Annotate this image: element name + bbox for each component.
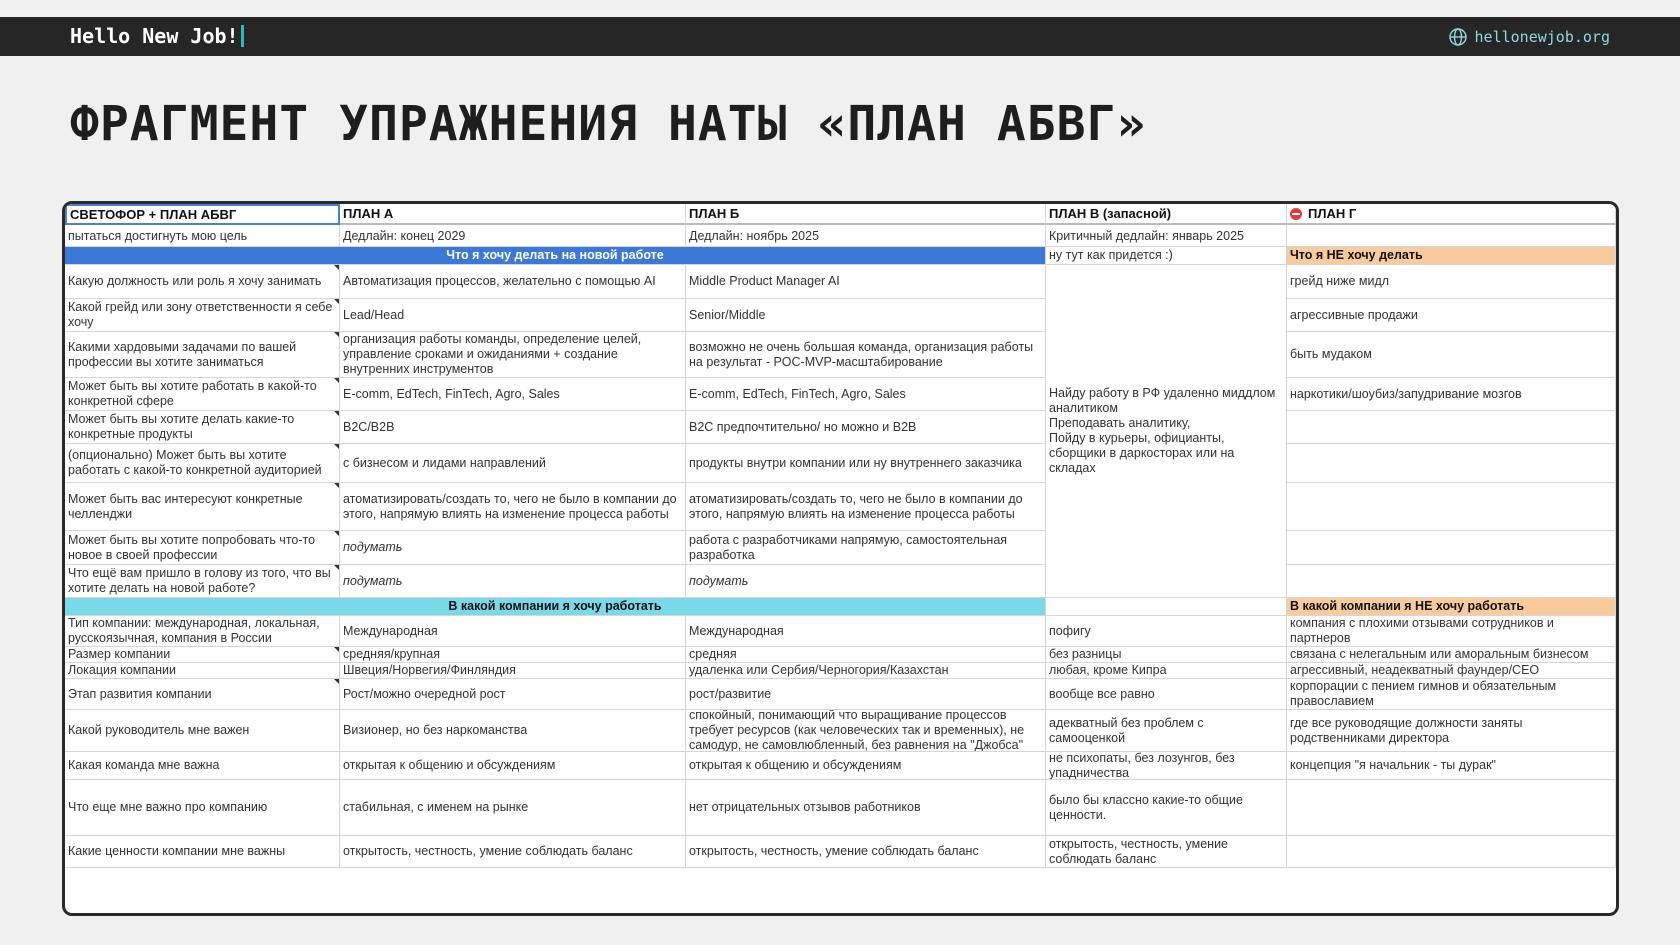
- page-title: ФРАГМЕНТ УПРАЖНЕНИЯ НАТЫ «ПЛАН АБВГ»: [70, 96, 1147, 152]
- plan-a-cell[interactable]: подумать: [340, 531, 686, 565]
- plan-b-cell[interactable]: атоматизировать/создать то, чего не было в компании до этого, напрямую влиять на изменение процесса работы: [686, 483, 1046, 531]
- section-plan-g[interactable]: Что я НЕ хочу делать: [1287, 247, 1616, 265]
- plan-b-cell[interactable]: Middle Product Manager AI: [686, 265, 1046, 299]
- deadline-cell[interactable]: Дедлайн: конец 2029: [340, 225, 686, 247]
- plan-a-cell[interactable]: подумать: [340, 565, 686, 598]
- plan-g-cell[interactable]: где все руководящие должности заняты родственниками директора: [1287, 710, 1616, 752]
- plan-v-cell[interactable]: адекватный без проблем с самооценкой: [1046, 710, 1287, 752]
- plan-a-cell[interactable]: B2C/B2B: [340, 411, 686, 444]
- brand-name: Hello New Job!: [70, 24, 239, 48]
- question-cell[interactable]: Какой грейд или зону ответственности я себе хочу: [65, 299, 340, 332]
- section-header[interactable]: Что я хочу делать на новой работе: [65, 247, 1046, 265]
- question-cell[interactable]: Какая команда мне важна: [65, 752, 340, 780]
- plan-a-cell[interactable]: Автоматизация процессов, желательно с помощью AI: [340, 265, 686, 299]
- site-url: hellonewjob.org: [1474, 27, 1610, 46]
- plan-v-cell[interactable]: не психопаты, без лозунгов, без упадничества: [1046, 752, 1287, 780]
- column-header[interactable]: ПЛАН Г: [1287, 204, 1616, 225]
- question-cell[interactable]: Размер компании: [65, 647, 340, 663]
- plan-b-cell[interactable]: подумать: [686, 565, 1046, 598]
- plan-b-cell[interactable]: средняя: [686, 647, 1046, 663]
- question-cell[interactable]: Тип компании: международная, локальная, русскоязычная, компания в России: [65, 616, 340, 647]
- cursor-mark: [241, 25, 244, 47]
- question-cell[interactable]: Может быть вас интересуют конкретные челленджи: [65, 483, 340, 531]
- deadline-cell[interactable]: Дедлайн: ноябрь 2025: [686, 225, 1046, 247]
- plan-g-cell[interactable]: [1287, 780, 1616, 836]
- question-cell[interactable]: (опционально) Может быть вы хотите работать с какой-то конкретной аудиторией: [65, 444, 340, 483]
- section-header[interactable]: В какой компании я хочу работать: [65, 598, 1046, 616]
- plan-g-cell[interactable]: грейд ниже мидл: [1287, 265, 1616, 299]
- plan-b-cell[interactable]: работа с разработчиками напрямую, самостоятельная разработка: [686, 531, 1046, 565]
- plan-g-cell[interactable]: [1287, 565, 1616, 598]
- plan-g-cell[interactable]: агрессивный, неадекватный фаундер/CEO: [1287, 663, 1616, 679]
- plan-b-cell[interactable]: B2C предпочтительно/ но можно и B2B: [686, 411, 1046, 444]
- plan-v-cell[interactable]: было бы классно какие-то общие ценности.: [1046, 780, 1287, 836]
- plan-b-cell[interactable]: Международная: [686, 616, 1046, 647]
- deadline-cell[interactable]: Критичный дедлайн: январь 2025: [1046, 225, 1287, 247]
- brand-logo: [70, 17, 244, 56]
- column-header[interactable]: ПЛАН Б: [686, 204, 1046, 225]
- plan-g-cell[interactable]: концепция "я начальник - ты дурак": [1287, 752, 1616, 780]
- plan-g-cell[interactable]: связана с нелегальным или аморальным бизнесом: [1287, 647, 1616, 663]
- plan-b-cell[interactable]: E-comm, EdTech, FinTech, Agro, Sales: [686, 378, 1046, 411]
- plan-v-cell[interactable]: открытость, честность, умение соблюдать баланс: [1046, 836, 1287, 868]
- plan-a-cell[interactable]: Швеция/Норвегия/Финляндия: [340, 663, 686, 679]
- plan-g-cell[interactable]: [1287, 444, 1616, 483]
- plan-a-cell[interactable]: организация работы команды, определение целей, управление сроками и ожиданиями + создание внутренних инструментов: [340, 332, 686, 378]
- plan-v-cell[interactable]: вообще все равно: [1046, 679, 1287, 710]
- plan-b-cell[interactable]: удаленка или Сербия/Черногория/Казахстан: [686, 663, 1046, 679]
- question-cell[interactable]: Может быть вы хотите попробовать что-то новое в своей профессии: [65, 531, 340, 565]
- column-header[interactable]: СВЕТОФОР + ПЛАН АБВГ: [65, 204, 340, 225]
- plan-b-cell[interactable]: спокойный, понимающий что выращивание процессов требует ресурсов (как человеческих так и временных), не самодур, не самовлюбленный, без равнения на "Джобса": [686, 710, 1046, 752]
- plan-v-merged-cell[interactable]: Найду работу в РФ удаленно миддлом аналитиком Преподавать аналитику, Пойду в курьеры, официанты, сборщики в даркосторах или на складах: [1046, 265, 1287, 598]
- plan-a-cell[interactable]: Визионер, но без наркоманства: [340, 710, 686, 752]
- plan-b-cell[interactable]: открытость, честность, умение соблюдать баланс: [686, 836, 1046, 868]
- plan-g-cell[interactable]: наркотики/шоубиз/запудривание мозгов: [1287, 378, 1616, 411]
- top-bar: [0, 17, 1680, 56]
- plan-g-cell[interactable]: быть мудаком: [1287, 332, 1616, 378]
- question-cell[interactable]: Что еще мне важно про компанию: [65, 780, 340, 836]
- question-cell[interactable]: Локация компании: [65, 663, 340, 679]
- plan-g-cell[interactable]: агрессивные продажи: [1287, 299, 1616, 332]
- section-plan-v[interactable]: ну тут как придется :): [1046, 247, 1287, 265]
- plan-a-cell[interactable]: Рост/можно очередной рост: [340, 679, 686, 710]
- plan-a-cell[interactable]: открытость, честность, умение соблюдать баланс: [340, 836, 686, 868]
- globe-icon: [1449, 28, 1467, 46]
- plan-g-cell[interactable]: [1287, 836, 1616, 868]
- plan-a-cell[interactable]: с бизнесом и лидами направлений: [340, 444, 686, 483]
- plan-b-cell[interactable]: возможно не очень большая команда, организация работы на результат - POC-MVP-масштабирование: [686, 332, 1046, 378]
- plan-g-cell[interactable]: компания с плохими отзывами сотрудников и партнеров: [1287, 616, 1616, 647]
- plan-v-cell[interactable]: без разницы: [1046, 647, 1287, 663]
- plan-b-cell[interactable]: Senior/Middle: [686, 299, 1046, 332]
- question-cell[interactable]: Может быть вы хотите работать в какой-то конкретной сфере: [65, 378, 340, 411]
- plan-a-cell[interactable]: стабильная, с именем на рынке: [340, 780, 686, 836]
- plan-a-cell[interactable]: атоматизировать/создать то, чего не было в компании до этого, напрямую влиять на изменение процесса работы: [340, 483, 686, 531]
- plan-v-cell[interactable]: любая, кроме Кипра: [1046, 663, 1287, 679]
- question-cell[interactable]: Что ещё вам пришло в голову из того, что вы хотите делать на новой работе?: [65, 565, 340, 598]
- section-plan-g[interactable]: В какой компании я НЕ хочу работать: [1287, 598, 1616, 616]
- section-plan-v[interactable]: [1046, 598, 1287, 616]
- plan-b-cell[interactable]: рост/развитие: [686, 679, 1046, 710]
- spreadsheet: [62, 201, 1619, 916]
- deadline-cell[interactable]: пытаться достигнуть мою цель: [65, 225, 340, 247]
- plan-a-cell[interactable]: Lead/Head: [340, 299, 686, 332]
- no-entry-icon: [1290, 208, 1302, 220]
- plan-a-cell[interactable]: средняя/крупная: [340, 647, 686, 663]
- site-link[interactable]: [1449, 17, 1610, 56]
- plan-g-cell[interactable]: [1287, 411, 1616, 444]
- deadline-cell[interactable]: [1287, 225, 1616, 247]
- plan-b-cell[interactable]: нет отрицательных отзывов работников: [686, 780, 1046, 836]
- column-header[interactable]: ПЛАН В (запасной): [1046, 204, 1287, 225]
- plan-a-cell[interactable]: Международная: [340, 616, 686, 647]
- column-header[interactable]: ПЛАН А: [340, 204, 686, 225]
- plan-a-cell[interactable]: E-comm, EdTech, FinTech, Agro, Sales: [340, 378, 686, 411]
- question-cell[interactable]: Какими хардовыми задачами по вашей профессии вы хотите заниматься: [65, 332, 340, 378]
- plan-g-cell[interactable]: [1287, 483, 1616, 531]
- question-cell[interactable]: Какие ценности компании мне важны: [65, 836, 340, 868]
- question-cell[interactable]: Может быть вы хотите делать какие-то конкретные продукты: [65, 411, 340, 444]
- plan-b-cell[interactable]: продукты внутри компании или ну внутреннего заказчика: [686, 444, 1046, 483]
- plan-g-cell[interactable]: корпорации с пением гимнов и обязательным православием: [1287, 679, 1616, 710]
- question-cell[interactable]: Какой руководитель мне важен: [65, 710, 340, 752]
- plan-g-cell[interactable]: [1287, 531, 1616, 565]
- question-cell[interactable]: Этап развития компании: [65, 679, 340, 710]
- spreadsheet-grid: [65, 204, 1616, 868]
- plan-a-cell[interactable]: открытая к общению и обсуждениям: [340, 752, 686, 780]
- plan-v-cell[interactable]: пофигу: [1046, 616, 1287, 647]
- plan-b-cell[interactable]: открытая к общению и обсуждениям: [686, 752, 1046, 780]
- question-cell[interactable]: Какую должность или роль я хочу занимать: [65, 265, 340, 299]
